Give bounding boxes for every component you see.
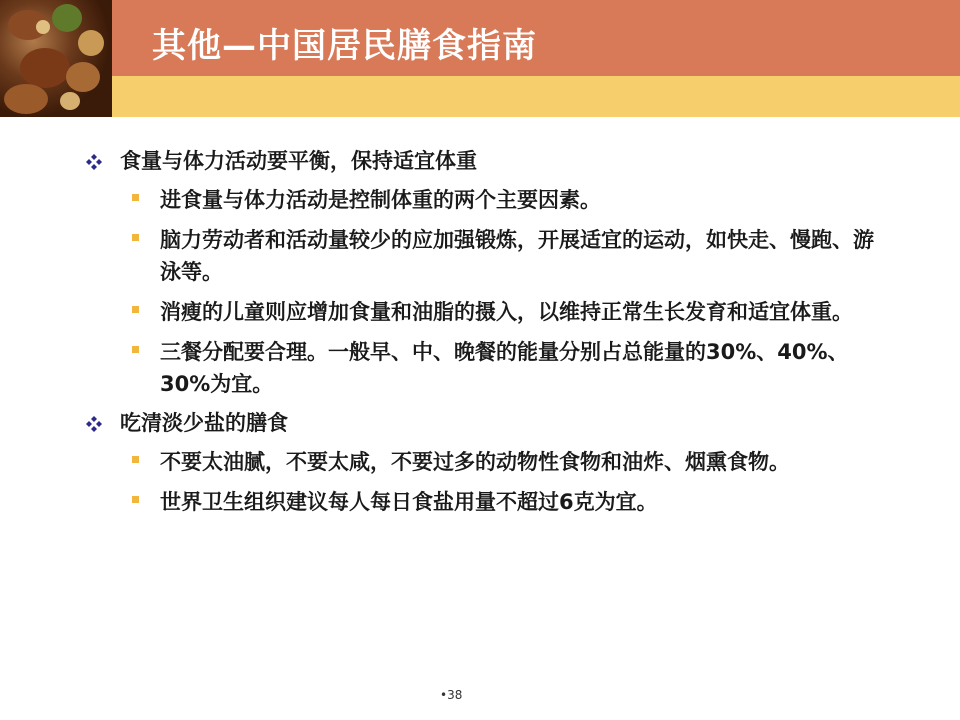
bullet-item — [160, 296, 890, 328]
square-bullet-icon — [132, 306, 139, 313]
square-bullet-icon — [132, 346, 139, 353]
four-diamond-icon — [86, 416, 102, 432]
square-bullet-icon — [132, 456, 139, 463]
section-heading-text: 吃清淡少盐的膳食 — [120, 411, 288, 435]
slide-body — [84, 140, 904, 518]
four-diamond-icon — [86, 154, 102, 170]
page-dot: • — [440, 688, 448, 702]
bullet-item — [160, 336, 890, 400]
bullet-item — [160, 184, 890, 216]
section-heading — [84, 146, 904, 176]
page-number — [440, 688, 462, 702]
section-heading — [84, 408, 904, 438]
bullet-text: 三餐分配要合理。一般早、中、晚餐的能量分别占总能量的30%、40%、30%为宜。 — [160, 340, 849, 396]
bullet-text: 消瘦的儿童则应增加食量和油脂的摄入，以维持正常生长发育和适宜体重。 — [160, 300, 853, 324]
bullet-text: 进食量与体力活动是控制体重的两个主要因素。 — [160, 188, 601, 212]
food-photo — [0, 0, 112, 117]
bullet-text: 脑力劳动者和活动量较少的应加强锻炼，开展适宜的运动，如快走、慢跑、游泳等。 — [160, 228, 874, 284]
bullet-item — [160, 486, 890, 518]
square-bullet-icon — [132, 496, 139, 503]
section-heading-text: 食量与体力活动要平衡，保持适宜体重 — [120, 149, 477, 173]
bullet-item — [160, 446, 890, 478]
slide-title: 其他—中国居民膳食指南 — [152, 26, 537, 66]
page-number-text: 38 — [447, 688, 463, 702]
title-accent-bar — [112, 76, 960, 117]
square-bullet-icon — [132, 234, 139, 241]
bullet-item — [160, 224, 890, 288]
bullet-text: 世界卫生组织建议每人每日食盐用量不超过6克为宜。 — [160, 490, 658, 514]
square-bullet-icon — [132, 194, 139, 201]
bullet-text: 不要太油腻，不要太咸，不要过多的动物性食物和油炸、烟熏食物。 — [160, 450, 790, 474]
